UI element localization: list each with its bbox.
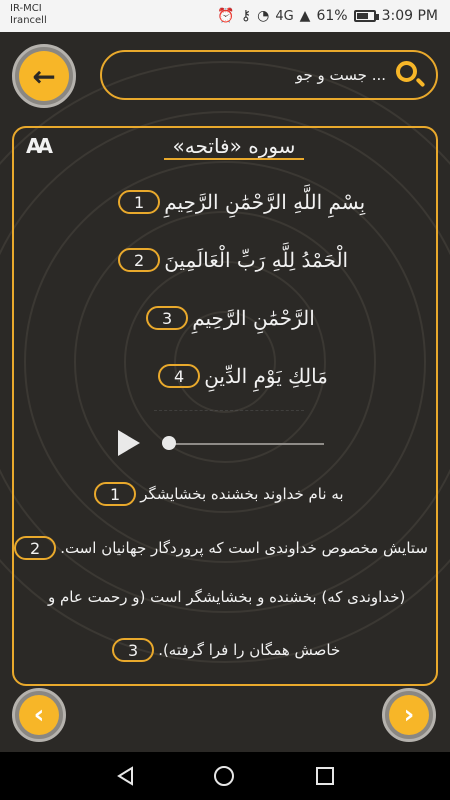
translation-row (14, 536, 428, 560)
ayah-row (146, 298, 315, 338)
surah-card (12, 126, 438, 686)
ayah-row (118, 240, 348, 280)
translation-row (48, 588, 405, 606)
ayah-number: 4 (158, 364, 200, 388)
translation-row (94, 482, 344, 506)
seek-bar[interactable] (174, 443, 324, 445)
ayah-number: 2 (118, 248, 160, 272)
chevron-right-icon: › (389, 695, 429, 735)
next-button[interactable] (382, 688, 436, 742)
carrier-2: Irancell (10, 15, 47, 26)
ayah-row (118, 182, 365, 222)
surah-title: سوره «فاتحه» (164, 132, 304, 160)
nav-home-icon[interactable] (214, 766, 234, 786)
search-bar[interactable] (100, 50, 438, 100)
translation-text: ستایش مخصوص خداوندی است که پروردگار جهانیان است. (60, 539, 428, 557)
translation-text: به نام خداوند بخشنده بخشایشگر (140, 485, 344, 503)
nav-recent-icon[interactable] (316, 767, 334, 785)
back-button[interactable] (12, 44, 76, 108)
play-icon[interactable] (118, 430, 140, 456)
translation-number: 1 (94, 482, 136, 506)
alarm-icon: ⏰ (217, 8, 235, 24)
signal-icon: ▲ (299, 8, 311, 24)
translation-text: (خداوندی که) بخشنده و بخشایشگر است (و رحمت عام و (48, 588, 406, 606)
audio-player (114, 426, 344, 462)
ayah-text: بِسْمِ اللَّهِ الرَّحْمَٰنِ الرَّحِيمِ (164, 190, 366, 214)
ayah-text: مَالِكِ يَوْمِ الدِّينِ (204, 364, 328, 388)
wifi-icon: ◔ (257, 8, 270, 24)
translation-text: خاصش همگان را فرا گرفته). (158, 641, 341, 659)
carrier-info (10, 3, 47, 27)
search-input[interactable]: جست و جو ... (295, 66, 386, 84)
translation-number: 3 (112, 638, 154, 662)
ayah-row (158, 356, 328, 396)
status-icons (217, 6, 438, 26)
clock: 3:09 PM (381, 8, 438, 24)
font-size-icon[interactable]: AA (26, 134, 49, 158)
ayah-text: الْحَمْدُ لِلَّهِ رَبِّ الْعَالَمِينَ (164, 248, 349, 272)
translation-number: 2 (14, 536, 56, 560)
network-label: 4G (275, 8, 294, 24)
chevron-left-icon: ‹ (19, 695, 59, 735)
divider (154, 410, 304, 414)
previous-button[interactable] (12, 688, 66, 742)
ayah-number: 1 (118, 190, 160, 214)
nav-back-icon[interactable] (116, 766, 134, 786)
status-bar (0, 0, 450, 32)
seek-thumb[interactable] (162, 436, 176, 450)
battery-percent: 61% (316, 8, 348, 24)
back-arrow-icon: ← (19, 51, 69, 101)
ayah-number: 3 (146, 306, 188, 330)
translation-row (112, 638, 340, 662)
key-icon: ⚷ (240, 8, 252, 24)
battery-icon (354, 10, 376, 22)
carrier-1: IR-MCI (10, 3, 42, 14)
system-nav-bar (0, 752, 450, 800)
ayah-text: الرَّحْمَٰنِ الرَّحِيمِ (192, 306, 315, 330)
search-icon[interactable] (396, 61, 424, 89)
